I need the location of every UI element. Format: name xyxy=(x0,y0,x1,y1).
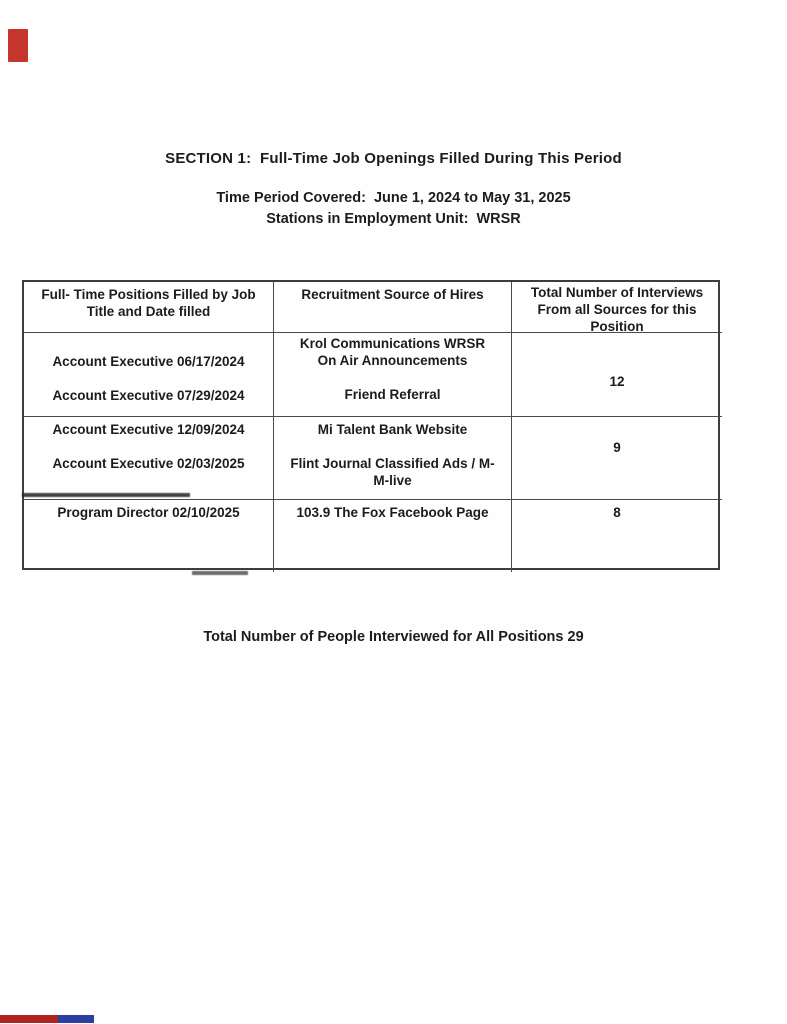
position-entry: Program Director 02/10/2025 xyxy=(57,505,240,520)
bottom-edge-blue-mark xyxy=(58,1015,94,1023)
header-positions xyxy=(24,282,274,333)
total-interviewed-line: Total Number of People Interviewed for All Positions 29 xyxy=(203,629,584,645)
source-entry: 103.9 The Fox Facebook Page xyxy=(296,505,489,520)
header-interviews-line1: Total Number of Interviews xyxy=(530,285,704,300)
interview-count: 9 xyxy=(613,440,621,455)
time-period-line: Time Period Covered: June 1, 2024 to May 31, 2025 xyxy=(216,190,571,206)
position-entry: Account Executive 06/17/2024 xyxy=(52,354,245,369)
row2-positions-cell xyxy=(24,417,274,500)
source-entry: Mi Talent Bank Website xyxy=(317,422,468,437)
spacer xyxy=(274,369,511,386)
position-entry: Account Executive 12/09/2024 xyxy=(52,422,245,437)
header-positions-line2: Title and Date filled xyxy=(86,304,211,319)
row3-positions-cell xyxy=(24,500,274,572)
header-positions-line1: Full- Time Positions Filled by Job xyxy=(41,287,256,302)
scan-smudge-artifact xyxy=(22,493,190,497)
source-entry: Krol Communications WRSR xyxy=(299,336,486,351)
row1-sources-cell xyxy=(274,333,512,417)
header-interviews xyxy=(512,282,722,333)
interview-count: 8 xyxy=(613,505,621,520)
spacer xyxy=(24,370,273,387)
row3-interviews-cell xyxy=(512,500,722,572)
header-interviews-line2: From all Sources for this xyxy=(537,302,697,317)
row3-sources-cell xyxy=(274,500,512,572)
bottom-edge-red-mark xyxy=(0,1015,58,1023)
source-entry: Friend Referral xyxy=(344,387,441,402)
section-title: SECTION 1: Full-Time Job Openings Filled During This Period xyxy=(165,150,622,167)
stations-line: Stations in Employment Unit: WRSR xyxy=(266,211,521,227)
header-sources xyxy=(274,282,512,333)
row1-interviews-cell xyxy=(512,333,722,417)
header-sources-line1: Recruitment Source of Hires xyxy=(301,287,484,302)
position-entry: Account Executive 07/29/2024 xyxy=(52,388,245,403)
header-interviews-line3: Position xyxy=(590,319,644,333)
source-entry: M-live xyxy=(373,473,412,488)
interview-count: 12 xyxy=(609,374,625,389)
source-entry: On Air Announcements xyxy=(317,353,468,368)
spacer xyxy=(24,438,273,455)
red-scan-mark xyxy=(8,29,28,62)
source-entry: Flint Journal Classified Ads / M- xyxy=(290,456,495,471)
job-openings-table xyxy=(22,280,720,570)
spacer xyxy=(274,438,511,455)
row2-sources-cell xyxy=(274,417,512,500)
row2-interviews-cell xyxy=(512,417,722,500)
scan-smudge-artifact xyxy=(192,571,248,575)
position-entry: Account Executive 02/03/2025 xyxy=(52,456,245,471)
row1-positions-cell xyxy=(24,333,274,417)
